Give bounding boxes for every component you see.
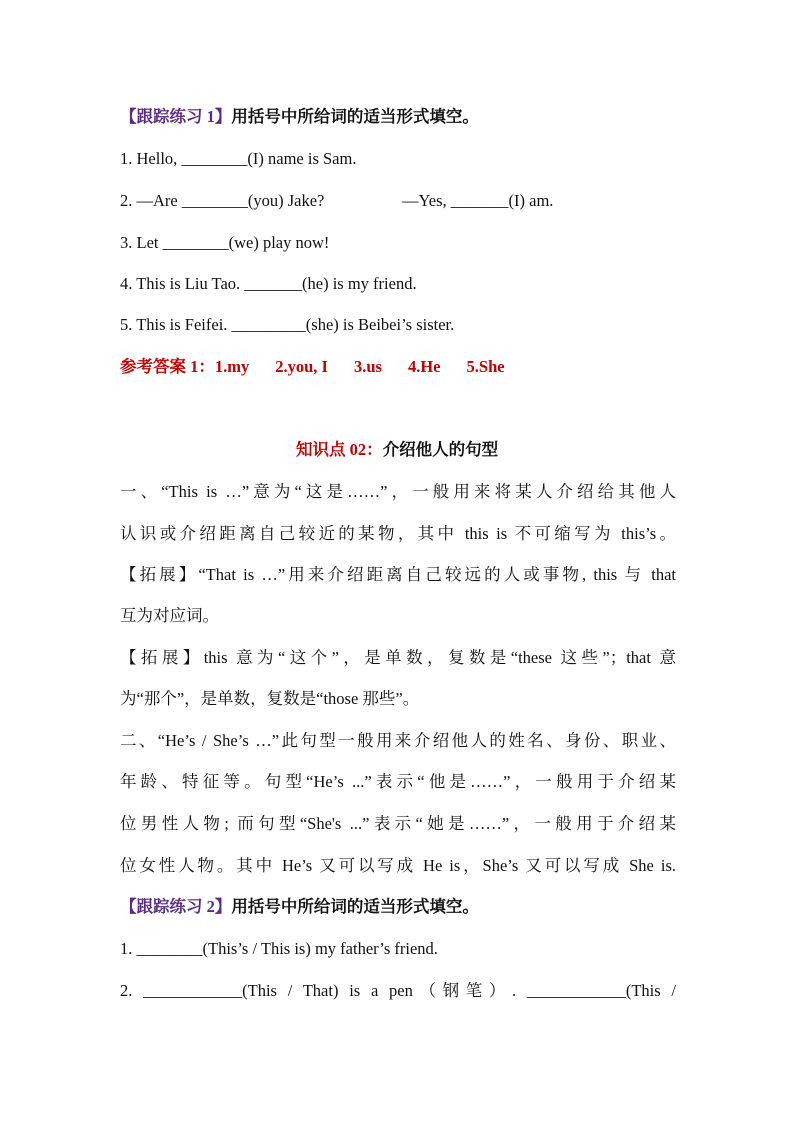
answer-2: 2.you, I	[275, 357, 328, 376]
paragraph-4-line-1: 二、“He’s / She’s …”此句型一般用来介绍他人的姓名、身份、职业、	[120, 731, 676, 750]
paragraph-2-line-2: 互为对应词。	[120, 606, 219, 625]
paragraph-4-line-2: 年龄、特征等。句型“He’s ...”表示“他是……”，一般用于介绍某	[120, 772, 676, 791]
answer-3: 3.us	[353, 357, 382, 376]
answers-1	[120, 357, 676, 377]
answer-4: 4.He	[407, 357, 441, 376]
exercise-item-2-reply: —Yes, _______(I) am.	[402, 191, 554, 210]
practice-tag: 【跟踪练习 2】	[120, 897, 232, 916]
paragraph-3-line-2: 为“那个”，是单数，复数是“those 那些”。	[120, 689, 420, 708]
exercise-item-2	[120, 191, 676, 211]
practice-1-heading	[120, 107, 676, 127]
section-title-prefix: 知识点 02：	[295, 440, 383, 459]
exercise-item-2-question: 2. —Are ________(you) Jake?	[120, 191, 325, 210]
practice-2-heading	[120, 897, 676, 917]
paragraph-4-line-3: 位男性人物; 而句型“She's ...”表示“她是……”，一般用于介绍某	[120, 814, 676, 833]
exercise-item-3: 3. Let ________(we) play now!	[120, 233, 330, 252]
section-heading	[0, 440, 794, 460]
answer-1: 1.my	[214, 357, 250, 376]
exercise-item-1: 1. Hello, ________(I) name is Sam.	[120, 149, 357, 168]
paragraph-3-line-1: 【拓展】this 意为“这个”，是单数，复数是“these 这些”；that 意	[120, 648, 676, 667]
section-title-text: 介绍他人的句型	[382, 440, 499, 459]
exercise-2-item-2: 2. ____________(This / That) is a pen（钢笔）. ____________(This /	[120, 981, 676, 1000]
practice-instruction: 用括号中所给词的适当形式填空。	[231, 107, 479, 126]
paragraph-1-line-1: 一、“This is …”意为“这是……”，一般用来将某人介绍给其他人	[120, 482, 676, 501]
exercise-2-item-1: 1. ________(This’s / This is) my father’s friend.	[120, 939, 438, 958]
exercise-item-4: 4. This is Liu Tao. _______(he) is my friend.	[120, 274, 417, 293]
exercise-item-5: 5. This is Feifei. _________(she) is Beibei’s sister.	[120, 315, 455, 334]
paragraph-2-line-1: 【拓展】“That is …”用来介绍距离自己较远的人或事物, this 与 that	[120, 565, 676, 584]
answers-label: 参考答案 1：	[120, 357, 215, 376]
paragraph-4-line-4: 位女性人物。其中 He’s 又可以写成 He is，She’s 又可以写成 She is.	[120, 856, 676, 875]
practice-instruction: 用括号中所给词的适当形式填空。	[231, 897, 479, 916]
answer-5: 5.She	[466, 357, 505, 376]
practice-tag: 【跟踪练习 1】	[120, 107, 232, 126]
paragraph-1-line-2: 认识或介绍距离自己较近的某物，其中 this is 不可缩写为 this’s。	[120, 524, 676, 543]
